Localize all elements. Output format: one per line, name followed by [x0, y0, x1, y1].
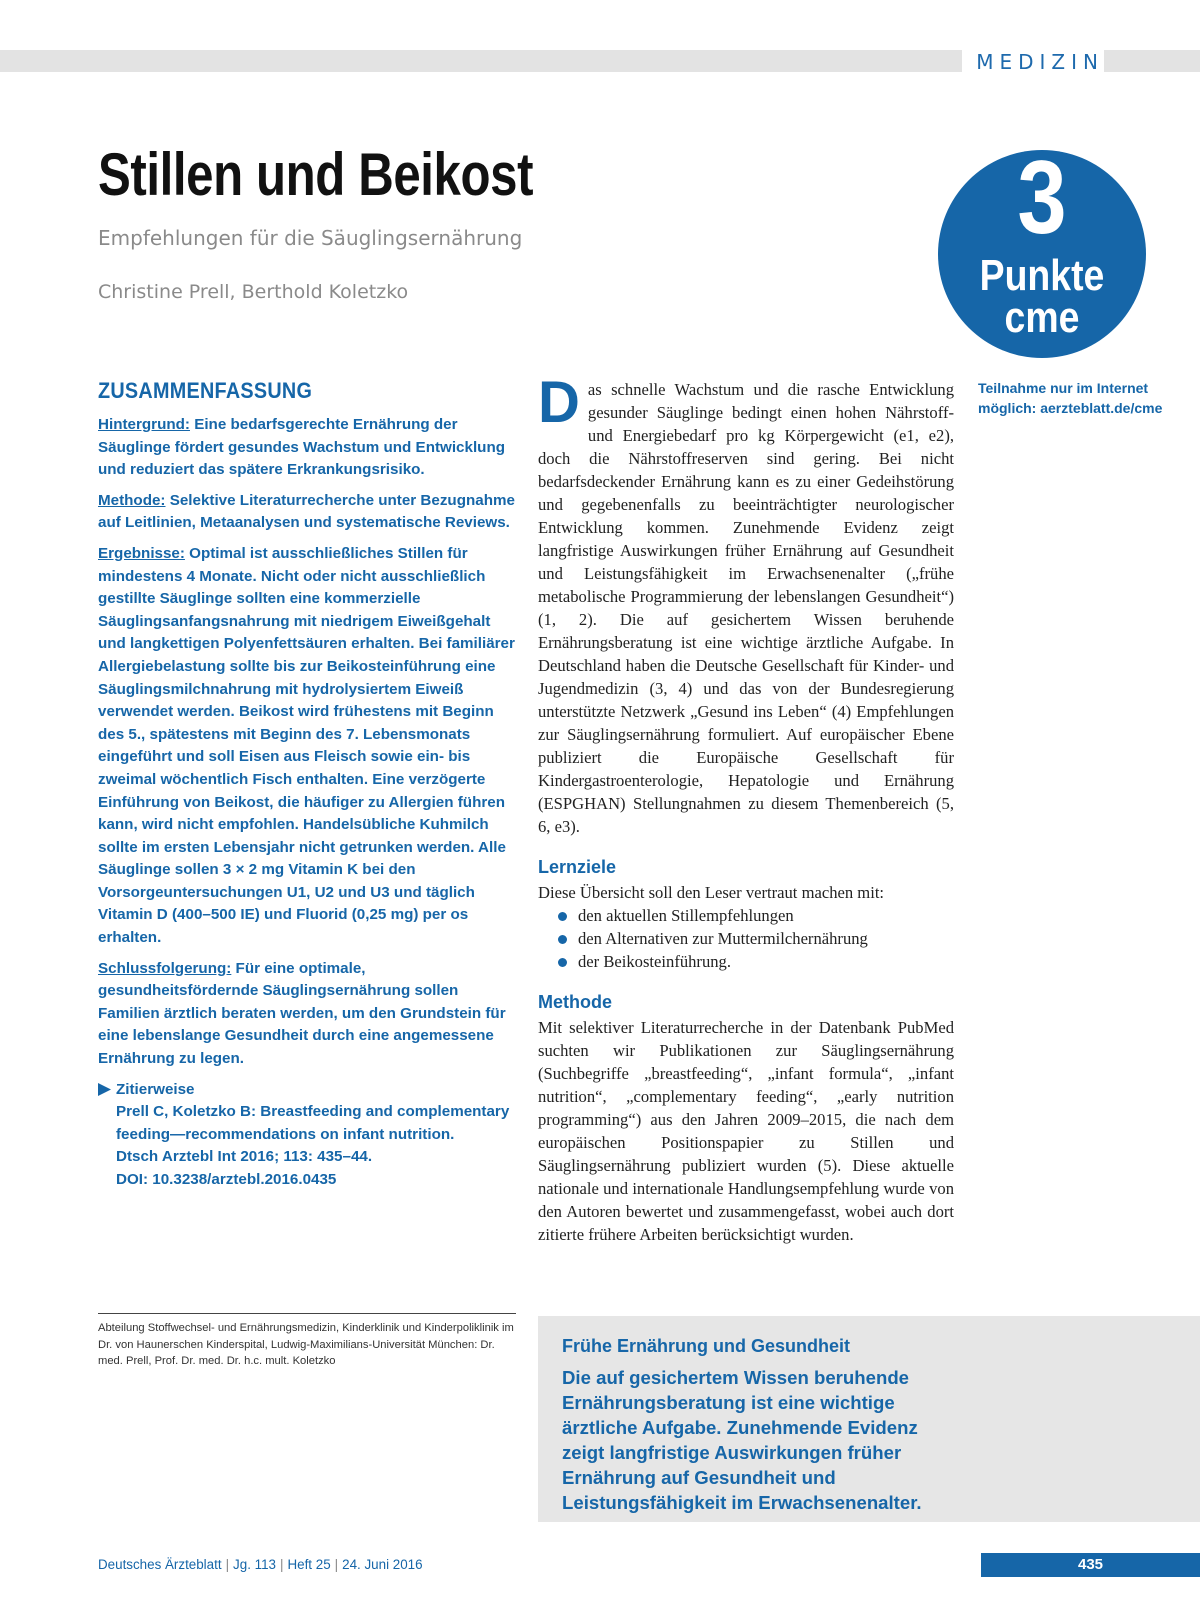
article-authors: Christine Prell, Berthold Koletzko	[98, 281, 409, 303]
article-title: Stillen und Beikost	[98, 141, 534, 208]
list-item-text: den Alternativen zur Muttermilchernährung	[578, 929, 868, 948]
summary-box	[98, 378, 516, 1192]
summary-background	[98, 414, 516, 482]
intro-text: as schnelle Wachstum und die rasche Entwicklung gesunder Säuglinge bedingt einen hohen Nährstoff- und Energiebedarf pro kg Körpergewicht (e1, e2), doch die Nährstoffreserven sind gering. Bei nicht bedarfsdeckender Ernährung kann es zu einer Gedeihstörung und gegebenenfalls zu beeinträchtigter neurologischer Entwicklung kommen. Zunehmende Evidenz zeigt langfristige Auswirkungen früher Ernährung auf Gesundheit und Leistungsfähigkeit im Erwachsenenalter („frühe metabolische Programmierung der lebenslangen Gesundheit“) (1, 2). Die auf gesichertem Wissen beruhende Ernährungsberatung ist eine wichtige ärztliche Aufgabe. In Deutschland haben die Deutsche Gesellschaft für Kinder- und Jugendmedizin (3, 4) und das von der Bundesregierung unterstützte Netzwerk „Gesund ins Leben“ (4) Empfehlungen zur Säuglingsernährung formuliert. Auf europäischer Ebene publiziert die Europäische Gesellschaft für Kindergastroenterologie, Hepatologie und Ernährung (ESPGHAN) Stellungnahmen zu diesem Themenbereich (5, 6, e3).	[538, 380, 954, 836]
section-label: MEDIZIN	[962, 50, 1104, 74]
citation-line: Prell C, Koletzko B: Breastfeeding and complementary	[116, 1103, 510, 1121]
summary-text: Selektive Literaturrecherche unter Bezugnahme auf Leitlinien, Metaanalysen und systematische Reviews.	[98, 491, 515, 532]
citation-heading: Zitierweise	[116, 1080, 195, 1098]
summary-text: Optimal ist ausschließliches Stillen für mindestens 4 Monate. Nicht oder nicht ausschließlich gestillte Säuglinge sollten eine kommerzielle Säuglingsanfangsnahrung mit niedrigem Eiweißgehalt und langkettigen Polyenfettsäuren erhalten. Bei familiärer Allergiebelastung sollte bis zur Beikosteinführung eine Säuglingsmilchnahrung mit hydrolysiertem Eiweiß verwendet werden. Beikost wird frühestens mit Beginn des 5., spätestens mit Beginn des 7. Lebensmonats eingeführt und soll Eisen aus Fleisch sowie ein- bis zweimal wöchentlich Fisch enthalten. Eine verzögerte Einführung von Beikost, die häufiger zu Allergien führen kann, wird nicht empfohlen. Handelsübliche Kuhmilch sollte im ersten Lebensjahr nicht getrunken werden. Alle Säuglinge sollen 3 × 2 mg Vitamin K bei den Vorsorgeuntersuchungen U1, U2 und U3 und täglich Vitamin D (400–500 IE) und Fluorid (0,25 mg) per os erhalten.	[98, 544, 515, 947]
cme-word: cme	[1004, 293, 1080, 342]
lernziele-heading: Lernziele	[538, 857, 617, 877]
article-subtitle: Empfehlungen für die Säuglingsernährung	[98, 226, 523, 250]
callout-heading: Frühe Ernährung und Gesundheit	[562, 1336, 850, 1356]
summary-conclusion	[98, 958, 516, 1071]
list-item	[538, 950, 954, 973]
page-footer	[98, 1557, 423, 1572]
bullet-icon	[558, 912, 567, 921]
callout-text: Die auf gesichertem Wissen beruhende Ernährungsberatung ist eine wichtige ärztliche Aufgabe. Zunehmende Evidenz zeigt langfristige Auswirkungen früher Ernährung auf Gesundheit und Leistungsfähigkeit im Erwachsenenalter.	[562, 1367, 922, 1513]
summary-label: Methode:	[98, 491, 166, 509]
summary-heading: ZUSAMMENFASSUNG	[98, 378, 313, 403]
drop-cap: D	[538, 370, 580, 435]
summary-results	[98, 543, 516, 950]
summary-label: Ergebnisse:	[98, 544, 185, 562]
citation-line: Dtsch Arztebl Int 2016; 113: 435–44.	[116, 1148, 373, 1166]
journal-issue: Heft 25	[287, 1557, 331, 1572]
intro-paragraph	[538, 370, 954, 838]
list-item-text: der Beikosteinführung.	[578, 952, 731, 971]
callout-box	[538, 1316, 1200, 1522]
cme-participation-note: Teilnahme nur im Internet möglich: aerzteblatt.de/cme	[978, 380, 1163, 416]
summary-label: Schlussfolgerung:	[98, 959, 232, 977]
main-text-column	[538, 370, 954, 1246]
bullet-icon	[558, 958, 567, 967]
author-affiliation: Abteilung Stoffwechsel- und Ernährungsmedizin, Kinderklinik und Kinderpoliklinik im Dr. von Haunerschen Kinderspital, Ludwig-Maximilians-Universität München: Dr. med. Prell, Prof. Dr. med. Dr. h.c. mult. Koletzko	[98, 1313, 516, 1370]
methode-paragraph: Mit selektiver Literaturrecherche in der Datenbank PubMed suchten wir Publikationen zur Säuglingsernährung (Suchbegriffe „breastfeeding“, „infant formula“, „infant nutrition“, „complementary feeding“, „early nutrition programming“) aus den Jahren 2009–2015, die nach dem europäischen Positionspapier zu Stillen und Säuglingsernährung publiziert wurden (5). Diese aktuelle nationale und internationale Handlungsempfehlung wurde von den Autoren bewertet und zusammengefasst, wobei auch dort zitierte frühere Arbeiten berücksichtigt wurden.	[538, 1018, 954, 1244]
journal-name: Deutsches Ärzteblatt	[98, 1557, 222, 1572]
citation	[98, 1079, 516, 1192]
footer-separator: |	[334, 1557, 339, 1572]
cme-points-badge	[938, 150, 1146, 358]
footer-separator: |	[279, 1557, 284, 1572]
summary-label: Hintergrund:	[98, 416, 190, 433]
lernziele-list	[538, 904, 954, 973]
page-number: 435	[981, 1553, 1200, 1577]
footer-separator: |	[225, 1557, 230, 1572]
citation-heading-row	[98, 1079, 516, 1102]
citation-line: feeding—recommendations on infant nutrition.	[116, 1125, 455, 1143]
journal-volume: Jg. 113	[233, 1557, 276, 1572]
bullet-icon	[558, 935, 567, 944]
triangle-right-icon	[98, 1083, 111, 1096]
list-item	[538, 904, 954, 927]
citation-doi: DOI: 10.3238/arztebl.2016.0435	[116, 1171, 337, 1188]
journal-date: 24. Juni 2016	[342, 1557, 423, 1572]
cme-points-number: 3	[1017, 150, 1067, 256]
list-item-text: den aktuellen Stillempfehlungen	[578, 906, 794, 925]
citation-body	[98, 1101, 516, 1191]
summary-text: Für eine optimale, gesundheitsfördernde Säuglingsernährung sollen Familien ärztlich beraten werden, um den Grundstein für eine lebenslange Gesundheit durch eine angemessene Ernährung zu legen.	[98, 959, 506, 1068]
list-item	[538, 927, 954, 950]
summary-text: Eine bedarfsgerechte Ernährung der Säuglinge fördert gesundes Wachstum und Entwicklung und reduziert das spätere Erkrankungsrisiko.	[98, 416, 505, 479]
lernziele-intro: Diese Übersicht soll den Leser vertraut machen mit:	[538, 883, 885, 902]
cme-points-word: Punkte	[979, 251, 1105, 300]
summary-method	[98, 490, 516, 535]
methode-heading: Methode	[538, 992, 612, 1012]
